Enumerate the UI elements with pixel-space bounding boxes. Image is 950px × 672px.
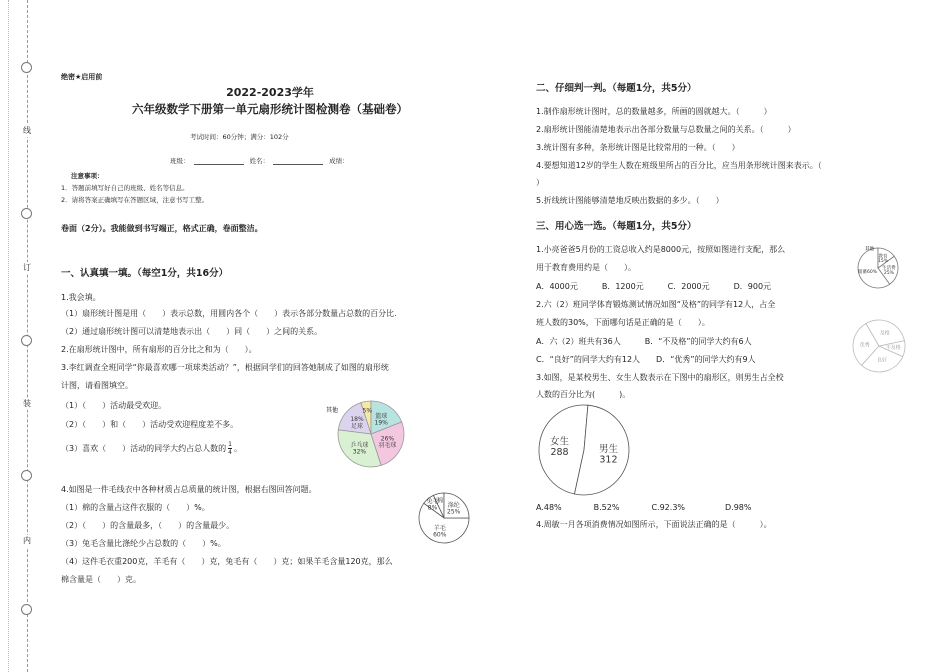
question-line: A．六（2）班共有36人 B．“不及格”的同学大约有6人 bbox=[536, 337, 752, 346]
pie-label-储蓄: 储蓄60% bbox=[858, 269, 878, 275]
pie-label-生活费: 生活费 25% bbox=[882, 265, 896, 276]
pie-label-涤纶: 涤纶 25% bbox=[447, 502, 461, 516]
question-line: 棉含量是（ ）克。 bbox=[61, 575, 141, 584]
exam-info: 考试时间：60分钟；满分：102分 bbox=[190, 133, 289, 141]
pie-label-兔毛: 兔毛 8% bbox=[426, 497, 439, 512]
question-line: A．4000元 B．1200元 C．2000元 D．900元 bbox=[536, 282, 772, 291]
gender-pie-chart bbox=[532, 402, 636, 498]
pie-label-不及格: 不及格 bbox=[885, 345, 901, 352]
notes-heading: 注意事项： bbox=[71, 172, 104, 180]
question-line: 3.李红调查全班同学“你最喜欢哪一项球类活动？”，根据同学们的回答她制成了如图的扇形统 bbox=[61, 363, 389, 372]
pie-label-羊毛: 羊毛 60% bbox=[433, 524, 447, 539]
pie-label-良好: 良好 bbox=[876, 357, 887, 364]
pie-label-棉: 棉 bbox=[437, 497, 444, 505]
question-line: （3）兔毛含量比涤纶少占总数的（ ）%。 bbox=[61, 539, 226, 548]
exam-year: 2022-2023学年 bbox=[226, 86, 314, 99]
question-line: ） bbox=[536, 178, 544, 187]
question-line: 5.折线统计图能够清楚地反映出数据的多少。（ ） bbox=[536, 196, 724, 205]
chart-outside-label: 其他 bbox=[865, 247, 874, 252]
question-line: 人数的百分比为( )。 bbox=[536, 390, 631, 399]
question-line bbox=[61, 441, 242, 456]
note-item: 1．答题前填写好自己的班级、姓名等信息。 bbox=[61, 184, 189, 192]
name-label: 姓名： bbox=[249, 157, 270, 165]
chart-outside-label: 其他 bbox=[326, 407, 339, 414]
question-line: 计图，请看图填空。 bbox=[61, 381, 133, 390]
question-line: 1.我会填。 bbox=[61, 293, 101, 302]
pie-label-教育: 教育 15% bbox=[877, 254, 889, 265]
question-line: （1）（ ）活动最受欢迎。 bbox=[61, 401, 167, 410]
binding-char: 订 bbox=[20, 262, 34, 274]
question-line: 1.小亮爸爸5月份的工资总收入约是8000元，按照如图进行支配，那么 bbox=[536, 245, 786, 254]
pie-label-男生: 男生 312 bbox=[598, 443, 618, 466]
question-text: （3）喜欢（ ）活动的同学大约占总人数的 bbox=[61, 444, 227, 453]
sweater-pie-chart bbox=[406, 490, 478, 552]
question-line: （2）（ ）和（ ）活动受欢迎程度差不多。 bbox=[61, 420, 239, 429]
question-line: （2）通过扇形统计图可以清楚地表示出（ ）同（ ）之间的关系。 bbox=[61, 327, 323, 336]
fraction-denominator: 4 bbox=[228, 449, 232, 456]
class-field[interactable] bbox=[194, 156, 244, 165]
class-label: 班级： bbox=[170, 157, 190, 165]
binding-char: 内 bbox=[20, 535, 34, 547]
question-line: 1.制作扇形统计图时，总的数量越多，所画的圆就越大。（ ） bbox=[536, 107, 772, 116]
pie-label-足球: 18%足球 bbox=[350, 416, 364, 430]
question-line: 2.在扇形统计图中，所有扇形的百分比之和为（ ）。 bbox=[61, 345, 257, 354]
score-label: 成绩： bbox=[329, 157, 349, 165]
binding-char: 装 bbox=[20, 398, 34, 410]
pie-label-女生: 女生 288 bbox=[550, 436, 570, 458]
fraction-numerator: 1 bbox=[228, 441, 232, 448]
question-line: 4.如图是一件毛线衣中各种材质占总质量的统计图，根据右图回答问题。 bbox=[61, 485, 317, 494]
right-column bbox=[475, 0, 950, 672]
name-field[interactable] bbox=[273, 156, 323, 165]
question-line: 4.要想知道12岁的学生人数在班级里所占的百分比，应当用条形统计图来表示。（ bbox=[536, 161, 822, 170]
pie-label-篮球: 篮球 19% bbox=[374, 412, 388, 427]
pie-label-羽毛球: 26%羽毛球 bbox=[378, 435, 397, 450]
neatness-note: 卷面（2分）。我能做到书写端正，格式正确，卷面整洁。 bbox=[61, 224, 263, 233]
pie-label-其他: 5% bbox=[362, 407, 373, 415]
question-line: 用于教育费用约是（ ）。 bbox=[536, 263, 636, 272]
section2-heading: 二、仔细判一判。（每题1分，共5分） bbox=[536, 83, 697, 94]
question-line: C．“良好”的同学大约有12人 D．“优秀”的同学大约有9人 bbox=[536, 355, 756, 364]
question-line: 2.扇形统计图能清楚地表示出各部分数量与总数量之间的关系。（ ） bbox=[536, 125, 796, 134]
question-line: （1）扇形统计图是用（ ）表示总数，用圆内各个（ ）表示各部分数量占总数的百分比. bbox=[61, 309, 397, 318]
section3-heading: 三、用心选一选。（每题1分，共5分） bbox=[536, 221, 697, 232]
fitness-pie-chart bbox=[847, 318, 911, 376]
pie-label-优秀: 优秀 bbox=[859, 342, 870, 349]
ball-pie-chart bbox=[322, 396, 412, 470]
question-line: A.48% B.52% C.92.3% D.98% bbox=[536, 503, 752, 512]
question-line: 班人数的30%，下面哪句话是正确的是（ ）。 bbox=[536, 318, 710, 327]
pie-label-及格: 及格 bbox=[879, 330, 890, 337]
student-info-row bbox=[170, 156, 349, 165]
question-line: （2）（ ）的含量最多，（ ）的含量最少。 bbox=[61, 521, 235, 530]
question-line: 2.六（2）班同学体育锻炼测试情况如图“及格”的同学有12人，占全 bbox=[536, 300, 776, 309]
fraction-tail: 。 bbox=[233, 444, 242, 453]
page-title: 六年级数学下册第一单元扇形统计图检测卷（基础卷） bbox=[132, 102, 408, 116]
pie-label-乒乓球: 乒乓球 32% bbox=[350, 441, 369, 456]
confidential-label: 绝密★启用前 bbox=[61, 73, 103, 81]
question-line: （1）棉的含量占这件衣服的（ ）%。 bbox=[61, 503, 210, 512]
binding-char: 线 bbox=[20, 125, 34, 137]
question-line: 3.如图，是某校男生、女生人数表示在下图中的扇形区，则男生占全校 bbox=[536, 373, 784, 382]
question-line: 4.周敏一月各项消费情况如图所示，下面说法正确的是（ ）。 bbox=[536, 520, 772, 529]
section1-heading: 一、认真填一填。（每空1分，共16分） bbox=[61, 268, 229, 279]
income-pie-chart bbox=[845, 244, 911, 290]
fraction bbox=[228, 441, 232, 456]
note-item: 2．请将答案正确填写在答题区域，注意书写工整。 bbox=[61, 196, 209, 204]
question-line: （4）这件毛衣重200克，羊毛有（ ）克，兔毛有（ ）克；如果羊毛含量120克，那么 bbox=[61, 557, 393, 566]
question-line: 3.统计图有多种，条形统计图是比较常用的一种。（ ） bbox=[536, 143, 740, 152]
